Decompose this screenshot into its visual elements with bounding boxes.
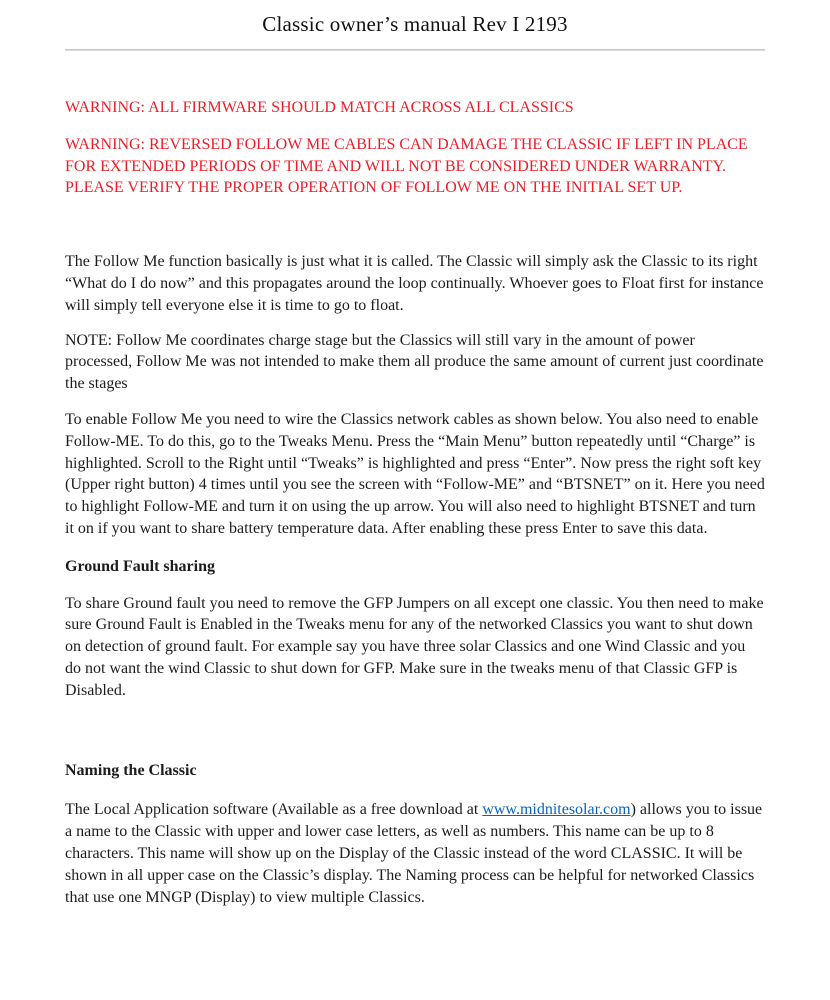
heading-ground-fault-sharing: Ground Fault sharing [65,557,215,575]
warning-firmware-match: WARNING: ALL FIRMWARE SHOULD MATCH ACROSS ALL CLASSICS [65,99,574,116]
paragraph-enable-follow-me: To enable Follow Me you need to wire the Classics network cables as shown below. You also need to enable Follow-ME. To do this, go to the Tweaks Menu. Press the “Main Menu” button repeatedly until “Charge” is highlighted. Scroll to the Right until “Tweaks” is highlighted and press “Enter”. Now press the right soft key (Upper right button) 4 times until you see the screen with “Follow-ME” and “BTSNET” on it. Here you need to highlight Follow-ME and turn it on using the up arrow. You will also need to highlight BTSNET and turn it on if you want to share battery temperature data. After enabling these press Enter to save this data. [65,410,765,537]
naming-text-after-link: ) allows you to issue a name to the Classic with upper and lower case letters, as well as numbers. This name can be up to 8 characters. This name will show up on the Display of the Classic instead of the word CLASSIC. It will be shown in all upper case on the Classic’s display. The Naming process can be helpful for networked Classics that use one MNGP (Display) to view multiple Classics. [65,801,763,906]
paragraph-naming [65,799,765,908]
header-divider [65,49,765,51]
naming-text-before-link: The Local Application software (Available as a free download at [65,801,483,819]
warning-reversed-cables: WARNING: REVERSED FOLLOW ME CABLES CAN DAMAGE THE CLASSIC IF LEFT IN PLACE FOR EXTENDED PERIODS OF TIME AND WILL NOT BE CONSIDERED UNDER WARRANTY. PLEASE VERIFY THE PROPER OPERATION OF FOLLOW ME ON THE INITIAL SET UP. [65,135,748,197]
page-title: Classic owner’s manual Rev I 2193 [262,12,568,36]
document-header [65,12,765,51]
paragraph-follow-me-intro: The Follow Me function basically is just what it is called. The Classic will simply ask the Classic to its right “What do I do now” and this propagates around the loop continually. Whoever goes to Float first for instance will simply tell everyone else it is time to go to float. [65,253,764,314]
document-body [65,97,765,908]
paragraph-ground-fault: To share Ground fault you need to remove the GFP Jumpers on all except one classic. You then need to make sure Ground Fault is Enabled in the Tweaks menu for any of the networked Classics you want to shut down on detection of ground fault. For example say you have three solar Classics and one Wind Classic and you do not want the wind Classic to shut down for GFP. Make sure in the tweaks menu of that Classic GFP is Disabled. [65,594,764,699]
heading-naming-the-classic: Naming the Classic [65,761,197,779]
paragraph-follow-me-note: NOTE: Follow Me coordinates charge stage but the Classics will still vary in the amount of power processed, Follow Me was not intended to make them all produce the same amount of current just coordinate the stages [65,331,764,393]
midnitesolar-link[interactable]: www.midnitesolar.com [482,801,631,819]
